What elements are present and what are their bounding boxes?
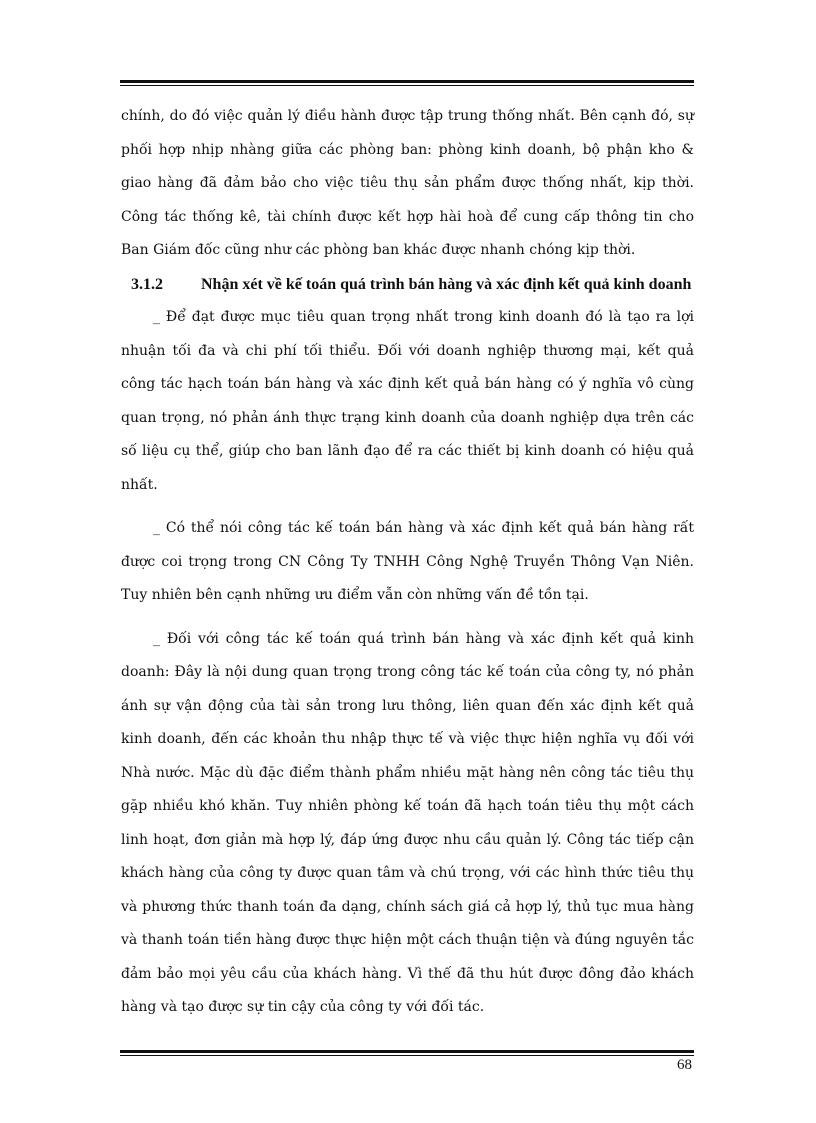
section-title: Nhận xét về kế toán quá trình bán hàng và xác định kết quả kinh doanh (201, 275, 692, 293)
paragraph-assessment: _ Đối với công tác kế toán quá trình bán hàng và xác định kết quả kinh doanh: Đây là nội dung quan trọng trong công tác kế toán của công ty, nó phản ánh sự vận động của tài sản trong lưu thông, liên quan đến xác định kết quả kinh doanh, đến các khoản thu nhập thực tế và việc thực hiện nghĩa vụ đối với Nhà nước. Mặc dù đặc điểm thành phẩm nhiều mặt hàng nên công tác tiêu thụ gặp nhiều khó khăn. Tuy nhiên phòng kế toán đã hạch toán tiêu thụ một cách linh hoạt, đơn giản mà hợp lý, đáp ứng được nhu cầu quản lý. Công tác tiếp cận khách hàng của công ty được quan tâm và chú trọng, với các hình thức tiêu thụ và phương thức thanh toán đa dạng, chính sách giá cả hợp lý, thủ tục mua hàng và thanh toán tiền hàng được thực hiện một cách thuận tiện và đúng nguyên tắc đảm bảo mọi yêu cầu của khách hàng. Vì thế đã thu hút được đông đảo khách hàng và tạo được sự tin cậy của công ty với đối tác. (121, 630, 694, 1015)
section-number: 3.1.2 (131, 275, 163, 293)
page-body (121, 100, 694, 1025)
paragraph-continuation: chính, do đó việc quản lý điều hành được tập trung thống nhất. Bên cạnh đó, sự phối hợp nhịp nhàng giữa các phòng ban: phòng kinh doanh, bộ phận kho & giao hàng đã đảm bảo cho việc tiêu thụ sản phẩm được thống nhất, kịp thời. Công tác thống kê, tài chính được kết hợp hài hoà để cung cấp thông tin cho Ban Giám đốc cũng như các phòng ban khác được nhanh chóng kịp thời. (121, 108, 694, 258)
footer-rule (120, 1050, 694, 1056)
paragraph-importance: _ Có thể nói công tác kế toán bán hàng và xác định kết quả bán hàng rất được coi trọng trong CN Công Ty TNHH Công Nghệ Truyền Thông Vạn Niên. Tuy nhiên bên cạnh những ưu điểm vẫn còn những vấn đề tồn tại. (121, 520, 694, 603)
page-number: 68 (677, 1057, 692, 1073)
paragraph-objective: _ Để đạt được mục tiêu quan trọng nhất trong kinh doanh đó là tạo ra lợi nhuận tối đa và chi phí tối thiểu. Đối với doanh nghiệp thương mại, kết quả công tác hạch toán bán hàng và xác định kết quả bán hàng có ý nghĩa vô cùng quan trọng, nó phản ánh thực trạng kinh doanh của doanh nghiệp dựa trên các số liệu cụ thể, giúp cho ban lãnh đạo để ra các thiết bị kinh doanh có hiệu quả nhất. (121, 309, 694, 493)
header-rule (120, 80, 694, 86)
section-heading (121, 268, 694, 302)
